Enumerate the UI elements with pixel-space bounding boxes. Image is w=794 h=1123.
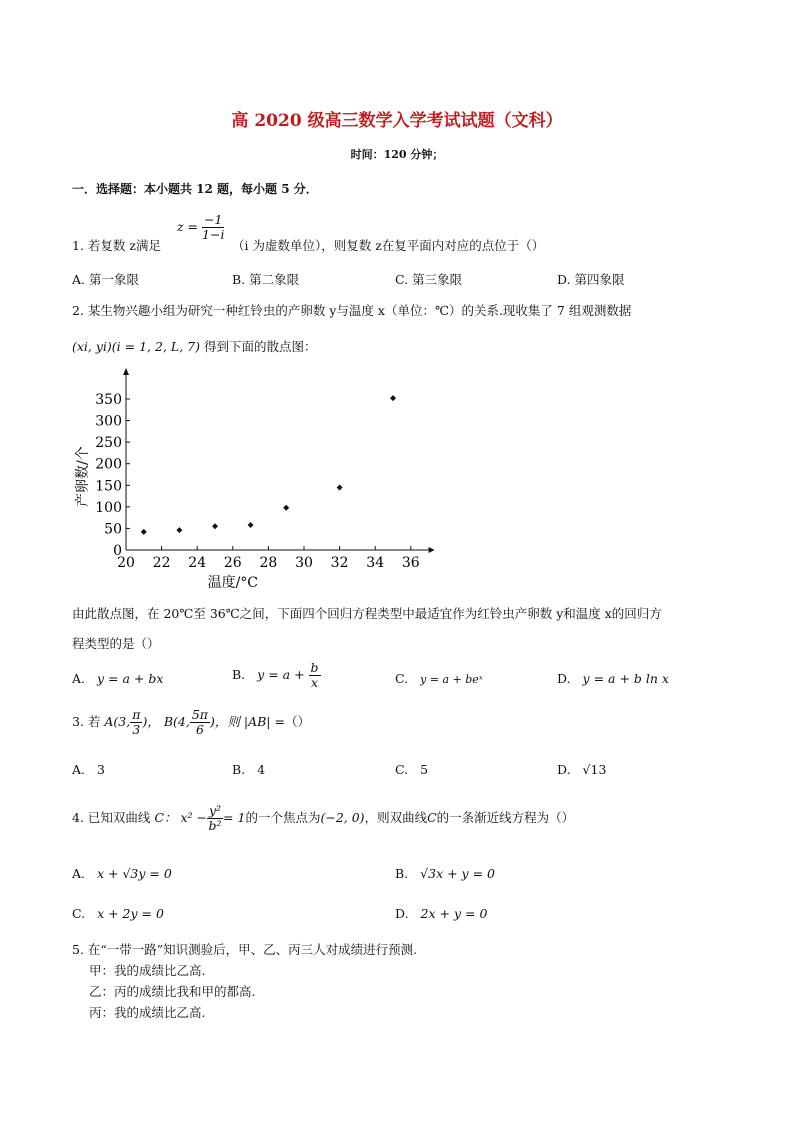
scatter-chart (70, 368, 450, 593)
x-tick-label: 34 (366, 555, 385, 571)
q3-option-c-label: C. (395, 762, 409, 777)
q2-line2 (72, 337, 316, 355)
x-axis-label: 温度/°C (207, 575, 259, 591)
q2-option-c-eq: y = a + beˣ (420, 673, 483, 686)
q5-line1: 5. 在“一带一路”知识测验后，甲、乙、丙三人对成绩进行预测. (72, 942, 418, 957)
q2-data-notation: (xi, yi)(i = 1, 2, L, 7) (72, 339, 200, 354)
q3-option-c-value: 5 (420, 762, 429, 777)
q2-option-d-label: D. (557, 671, 571, 686)
q2-option-b-label: B. (232, 667, 246, 682)
q4-option-d (395, 906, 487, 921)
x-tick-label: 24 (188, 555, 207, 571)
q4-option-b-label: B. (395, 866, 409, 881)
x-tick-label: 26 (223, 555, 242, 571)
q1-option-c: C. 第三象限 (395, 272, 463, 287)
q2-option-a-eq: y = a + bx (97, 671, 164, 686)
q1-prefix: 1. 若复数 z满足 (72, 238, 161, 253)
q1-option-d: D. 第四象限 (557, 272, 625, 287)
q2-option-b-den: x (311, 675, 319, 690)
section-heading: 一．选择题：本小题共 12 题，每小题 5 分． (72, 182, 318, 196)
q3-option-b (232, 762, 265, 777)
q2-option-a-label: A. (72, 671, 86, 686)
q3-option-d-label: D. (557, 762, 571, 777)
q1-frac-den: 1−i (202, 227, 225, 242)
q3-option-a-label: A. (72, 762, 86, 777)
q3-a-den: 3 (132, 722, 141, 737)
q2-option-b-frac (309, 661, 321, 690)
data-point (248, 522, 254, 528)
q4-eq-num: y² (208, 803, 222, 818)
exam-time: 时间：120 分钟； (350, 148, 444, 161)
q1-frac-num: −1 (204, 212, 223, 227)
q3-abs-ab: |AB| = (243, 714, 285, 729)
q2-option-a (72, 671, 163, 686)
q4-focus: (−2, 0) (320, 810, 365, 825)
data-point (283, 505, 289, 511)
q4-option-d-eq: 2x + y = 0 (420, 906, 488, 921)
q4-eq-den: b² (208, 818, 222, 833)
q3-suffix: （） (284, 714, 310, 729)
q5-line2: 甲：我的成绩比乙高. (89, 963, 206, 978)
q2-option-d (557, 671, 669, 686)
q3-option-a-value: 3 (97, 762, 105, 777)
q4-eq-one: = 1 (223, 810, 246, 825)
q2-option-b-eq: y = a + (257, 667, 305, 682)
q3-line (72, 708, 310, 737)
q2-after1: 由此散点图，在 20℃至 36℃之间，下面四个回归方程类型中最适宜作为红铃虫产卵数 y和温度 x的回归方 (72, 606, 662, 621)
q4-option-b-eq: √3x + y = 0 (420, 866, 495, 881)
q3-b-close: )，则 (210, 714, 240, 729)
y-tick-label: 250 (95, 435, 122, 452)
q4-option-a-eq: x + √3y = 0 (97, 866, 172, 881)
x-tick-label: 32 (330, 555, 349, 571)
q2-option-d-eq: y = a + b ln x (582, 671, 669, 686)
q3-option-d (557, 762, 606, 777)
q2-option-b (232, 661, 321, 690)
q3-b-frac (190, 708, 210, 737)
q1-z-lhs: z = (177, 219, 199, 234)
q4-line (72, 804, 574, 833)
q4-curve-c2: C (427, 810, 437, 825)
q4-curve-c: C： (154, 810, 177, 825)
q4-prefix: 4. 已知双曲线 (72, 810, 151, 825)
q4-option-c-label: C. (72, 906, 86, 921)
page-title: 高 2020 级高三数学入学考试试题（文科） (231, 111, 563, 131)
q3-point-a: A(3, (104, 714, 131, 729)
q3-prefix: 3. 若 (72, 714, 101, 729)
q3-a-close: )， (142, 714, 160, 729)
y-tick-label: 0 (113, 543, 122, 559)
chart-axes (123, 368, 435, 553)
y-tick-label: 100 (95, 499, 122, 516)
q3-option-c (395, 762, 428, 777)
data-point (390, 395, 396, 401)
q3-a-frac (130, 708, 142, 737)
data-point (337, 484, 343, 490)
y-tick-label: 150 (95, 478, 122, 495)
q1-option-a: A. 第一象限 (72, 272, 139, 287)
data-point (176, 527, 182, 533)
q4-option-d-label: D. (395, 906, 409, 921)
data-point (141, 529, 147, 535)
q4-option-c (72, 906, 164, 921)
q3-option-a (72, 762, 105, 777)
q4-suffix: 的一条渐近线方程为（） (436, 810, 575, 825)
q2-after2: 程类型的是（） (72, 636, 160, 651)
x-tick-label: 22 (152, 555, 171, 571)
q3-option-b-label: B. (232, 762, 246, 777)
q5-line4: 丙：我的成绩比乙高. (89, 1005, 206, 1020)
q4-option-a-label: A. (72, 866, 86, 881)
q2-option-c (395, 671, 483, 686)
q2-line2-text: 得到下面的散点图： (203, 339, 317, 354)
q3-option-d-value: √13 (582, 762, 607, 777)
q1-fraction-block (177, 213, 224, 242)
q4-eq-frac (207, 804, 223, 833)
q5-line3: 乙：丙的成绩比我和甲的都高. (89, 984, 256, 999)
y-tick-labels (95, 392, 122, 559)
q4-option-c-eq: x + 2y = 0 (97, 906, 164, 921)
y-tick-label: 350 (95, 392, 122, 408)
q2-line1: 2. 某生物兴趣小组为研究一种红铃虫的产卵数 y与温度 x（单位：℃）的关系.现收集了 7 组观测数据 (72, 303, 632, 318)
x-tick-label: 28 (259, 555, 278, 571)
y-axis-label: 产卵数/个 (75, 446, 91, 508)
q4-option-b (395, 866, 495, 881)
scatter-points (141, 395, 396, 535)
q3-a-num: π (132, 707, 141, 722)
q2-option-c-label: C. (395, 671, 409, 686)
q4-mid: 的一个焦点为 (245, 810, 321, 825)
x-tick-label: 36 (401, 555, 420, 571)
y-tick-label: 200 (95, 456, 122, 473)
q4-eq-x2: x² − (180, 810, 207, 825)
q2-option-b-num: b (310, 660, 319, 675)
x-axis-arrow (429, 547, 435, 553)
q4-option-a (72, 866, 172, 881)
x-tick-label: 30 (295, 555, 313, 571)
q3-b-num: 5π (191, 707, 208, 722)
q3-point-b: B(4, (163, 714, 190, 729)
x-tick-label: 20 (117, 555, 135, 571)
q3-b-den: 6 (195, 722, 204, 737)
data-point (212, 523, 218, 529)
y-axis-arrow (123, 368, 129, 375)
q1-option-b: B. 第二象限 (232, 272, 300, 287)
q4-mid2: ，则双曲线 (364, 810, 428, 825)
q1-suffix: （i 为虚数单位），则复数 z在复平面内对应的点位于（） (232, 238, 545, 253)
q1-fraction (202, 213, 224, 242)
q3-option-b-value: 4 (257, 762, 266, 777)
y-tick-label: 300 (95, 413, 122, 430)
y-tick-label: 50 (104, 521, 122, 538)
x-tick-labels (117, 555, 420, 571)
